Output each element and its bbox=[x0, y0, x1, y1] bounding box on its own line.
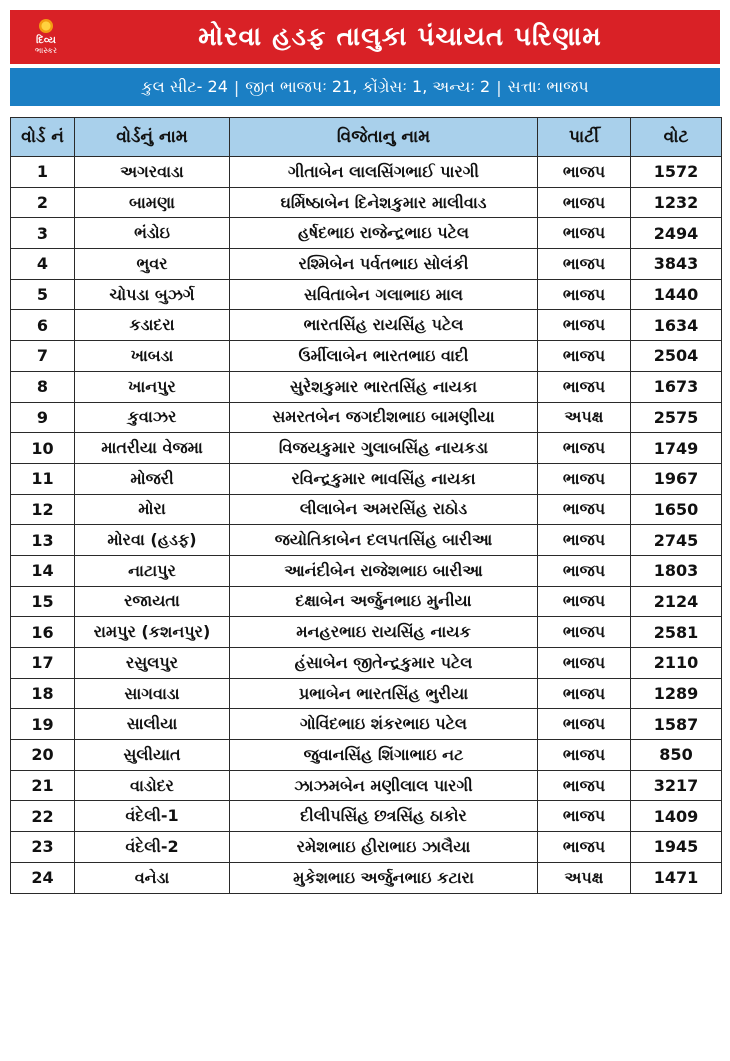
table-row bbox=[11, 862, 722, 893]
winner-name-cell: દીલીપસિંહ છત્રસિંહ ઠાકોર bbox=[230, 801, 538, 832]
winner-name-cell: ઉર્મીલાબેન ભારતભાઇ વાદી bbox=[230, 341, 538, 372]
table-row bbox=[11, 341, 722, 372]
ward-no-cell: 20 bbox=[11, 740, 75, 771]
ward-no-cell: 22 bbox=[11, 801, 75, 832]
votes-cell: 2745 bbox=[631, 525, 722, 556]
summary-bar bbox=[10, 68, 720, 106]
ward-no-cell: 13 bbox=[11, 525, 75, 556]
table-row bbox=[11, 648, 722, 679]
winner-name-cell: પ્રભાબેન ભારતસિંહ ભુરીયા bbox=[230, 678, 538, 709]
party-cell: ભાજપ bbox=[538, 157, 631, 188]
votes-cell: 2494 bbox=[631, 218, 722, 249]
winner-name-cell: સુરેશકુમાર ભારતસિંહ નાયકા bbox=[230, 371, 538, 402]
ward-no-cell: 21 bbox=[11, 770, 75, 801]
party-cell: ભાજપ bbox=[538, 770, 631, 801]
table-row bbox=[11, 740, 722, 771]
column-header-party: પાર્ટી bbox=[538, 118, 631, 157]
table-row bbox=[11, 218, 722, 249]
ward-name-cell: વનેડા bbox=[75, 862, 230, 893]
party-cell: ભાજપ bbox=[538, 740, 631, 771]
ward-name-cell: રસુલપુર bbox=[75, 648, 230, 679]
column-header-winner: વિજેતાનુ નામ bbox=[230, 118, 538, 157]
ward-no-cell: 11 bbox=[11, 463, 75, 494]
ward-name-cell: કડાદરા bbox=[75, 310, 230, 341]
ward-name-cell: સુલીયાત bbox=[75, 740, 230, 771]
ward-name-cell: ખાબડા bbox=[75, 341, 230, 372]
total-seats: કુલ સીટ- 24 bbox=[141, 77, 228, 96]
ward-name-cell: ભંડોઇ bbox=[75, 218, 230, 249]
party-cell: અપક્ષ bbox=[538, 862, 631, 893]
votes-cell: 1471 bbox=[631, 862, 722, 893]
table-body bbox=[11, 157, 722, 894]
ward-no-cell: 9 bbox=[11, 402, 75, 433]
ward-no-cell: 15 bbox=[11, 586, 75, 617]
separator: | bbox=[233, 77, 240, 97]
table-row bbox=[11, 402, 722, 433]
winner-name-cell: દક્ષાબેન અર્જુનભાઇ મુનીયા bbox=[230, 586, 538, 617]
votes-cell: 3217 bbox=[631, 770, 722, 801]
logo-line-2: ભાસ્કર bbox=[34, 46, 58, 55]
logo-line-1: દિવ્ય bbox=[36, 35, 56, 46]
party-cell: ભાજપ bbox=[538, 218, 631, 249]
ward-name-cell: મોરવા (હડફ) bbox=[75, 525, 230, 556]
table-row bbox=[11, 310, 722, 341]
ward-name-cell: રજાયતા bbox=[75, 586, 230, 617]
party-cell: ભાજપ bbox=[538, 494, 631, 525]
votes-cell: 2124 bbox=[631, 586, 722, 617]
votes-cell: 1572 bbox=[631, 157, 722, 188]
ward-no-cell: 14 bbox=[11, 555, 75, 586]
party-cell: ભાજપ bbox=[538, 341, 631, 372]
votes-cell: 2581 bbox=[631, 617, 722, 648]
ward-name-cell: રામપુર (કશનપુર) bbox=[75, 617, 230, 648]
winner-name-cell: હંસાબેન જીતેન્દ્રકુમાર પટેલ bbox=[230, 648, 538, 679]
winner-name-cell: જયોતિકાબેન દલપતસિંહ બારીઆ bbox=[230, 525, 538, 556]
ward-no-cell: 19 bbox=[11, 709, 75, 740]
party-cell: ભાજપ bbox=[538, 463, 631, 494]
ward-name-cell: સાલીયા bbox=[75, 709, 230, 740]
winner-name-cell: ગોવિંદભાઇ શંકરભાઇ પટેલ bbox=[230, 709, 538, 740]
ward-name-cell: ચોપડા બુઝર્ગ bbox=[75, 279, 230, 310]
ward-no-cell: 3 bbox=[11, 218, 75, 249]
table-row bbox=[11, 494, 722, 525]
table-row bbox=[11, 249, 722, 280]
votes-cell: 1967 bbox=[631, 463, 722, 494]
party-cell: ભાજપ bbox=[538, 586, 631, 617]
ward-name-cell: અગરવાડા bbox=[75, 157, 230, 188]
votes-cell: 2504 bbox=[631, 341, 722, 372]
votes-cell: 850 bbox=[631, 740, 722, 771]
ward-name-cell: વાડોદર bbox=[75, 770, 230, 801]
table-row bbox=[11, 770, 722, 801]
party-cell: ભાજપ bbox=[538, 279, 631, 310]
winner-name-cell: સવિતાબેન ગલાભાઇ માલ bbox=[230, 279, 538, 310]
ward-no-cell: 23 bbox=[11, 832, 75, 863]
table-row bbox=[11, 525, 722, 556]
column-header-ward-name: વોર્ડનું નામ bbox=[75, 118, 230, 157]
table-row bbox=[11, 678, 722, 709]
winner-name-cell: જુવાનસિંહ શિંગાભાઇ નટ bbox=[230, 740, 538, 771]
winner-name-cell: લીલાબેન અમરસિંહ રાઠોડ bbox=[230, 494, 538, 525]
winner-name-cell: ભારતસિંહ રાયસિંહ પટેલ bbox=[230, 310, 538, 341]
party-cell: ભાજપ bbox=[538, 678, 631, 709]
votes-cell: 1650 bbox=[631, 494, 722, 525]
table-row bbox=[11, 371, 722, 402]
party-cell: ભાજપ bbox=[538, 433, 631, 464]
votes-cell: 2110 bbox=[631, 648, 722, 679]
winner-name-cell: મુકેશભાઇ અર્જુનભાઇ કટારા bbox=[230, 862, 538, 893]
party-cell: ભાજપ bbox=[538, 555, 631, 586]
divya-bhaskar-logo bbox=[18, 16, 74, 58]
header-banner bbox=[10, 10, 720, 64]
sun-logo-icon bbox=[39, 19, 53, 33]
party-cell: ભાજપ bbox=[538, 310, 631, 341]
votes-cell: 1634 bbox=[631, 310, 722, 341]
ward-name-cell: બામણા bbox=[75, 187, 230, 218]
winner-name-cell: સમરતબેન જગદીશભાઇ બામણીયા bbox=[230, 402, 538, 433]
votes-cell: 1673 bbox=[631, 371, 722, 402]
ward-no-cell: 10 bbox=[11, 433, 75, 464]
table-row bbox=[11, 586, 722, 617]
ward-name-cell: મોરા bbox=[75, 494, 230, 525]
ward-name-cell: ખાનપુર bbox=[75, 371, 230, 402]
ward-name-cell: મોજરી bbox=[75, 463, 230, 494]
ruling-party: સત્તાઃ ભાજપ bbox=[507, 77, 589, 96]
ward-name-cell: માતરીયા વેજમા bbox=[75, 433, 230, 464]
winner-name-cell: આનંદીબેન રાજેશભાઇ બારીઆ bbox=[230, 555, 538, 586]
ward-no-cell: 16 bbox=[11, 617, 75, 648]
ward-no-cell: 8 bbox=[11, 371, 75, 402]
table-row bbox=[11, 187, 722, 218]
votes-cell: 1289 bbox=[631, 678, 722, 709]
party-cell: અપક્ષ bbox=[538, 402, 631, 433]
party-cell: ભાજપ bbox=[538, 617, 631, 648]
table-row bbox=[11, 832, 722, 863]
ward-no-cell: 18 bbox=[11, 678, 75, 709]
ward-name-cell: સાગવાડા bbox=[75, 678, 230, 709]
winner-name-cell: વિજયકુમાર ગુલાબસિંહ નાયકડા bbox=[230, 433, 538, 464]
winner-name-cell: ઘર્મિષ્ઠાબેન દિનેશકુમાર માલીવાડ bbox=[230, 187, 538, 218]
winner-name-cell: રમેશભાઇ હીરાભાઇ ઝાલૈયા bbox=[230, 832, 538, 863]
party-cell: ભાજપ bbox=[538, 249, 631, 280]
ward-no-cell: 1 bbox=[11, 157, 75, 188]
column-header-votes: વોટ bbox=[631, 118, 722, 157]
ward-no-cell: 5 bbox=[11, 279, 75, 310]
ward-no-cell: 24 bbox=[11, 862, 75, 893]
ward-name-cell: વંદેલી-1 bbox=[75, 801, 230, 832]
votes-cell: 1409 bbox=[631, 801, 722, 832]
table-row bbox=[11, 617, 722, 648]
ward-no-cell: 17 bbox=[11, 648, 75, 679]
votes-cell: 1232 bbox=[631, 187, 722, 218]
column-header-ward-no: વોર્ડ નં bbox=[11, 118, 75, 157]
votes-cell: 2575 bbox=[631, 402, 722, 433]
party-cell: ભાજપ bbox=[538, 187, 631, 218]
table-header-row bbox=[11, 118, 722, 157]
separator: | bbox=[496, 77, 502, 97]
table-row bbox=[11, 555, 722, 586]
party-cell: ભાજપ bbox=[538, 371, 631, 402]
winner-name-cell: રશ્મિબેન પર્વતભાઇ સોલંકી bbox=[230, 249, 538, 280]
winner-name-cell: ગીતાબેન લાલસિંગભાઈ પારગી bbox=[230, 157, 538, 188]
winner-name-cell: મનહરભાઇ રાયસિંહ નાયક bbox=[230, 617, 538, 648]
party-cell: ભાજપ bbox=[538, 709, 631, 740]
party-cell: ભાજપ bbox=[538, 525, 631, 556]
ward-name-cell: વંદેલી-2 bbox=[75, 832, 230, 863]
ward-no-cell: 4 bbox=[11, 249, 75, 280]
table-row bbox=[11, 463, 722, 494]
ward-name-cell: કુવાઝર bbox=[75, 402, 230, 433]
votes-cell: 1440 bbox=[631, 279, 722, 310]
ward-no-cell: 6 bbox=[11, 310, 75, 341]
votes-cell: 3843 bbox=[631, 249, 722, 280]
seat-results: જીત ભાજપઃ 21, કોંગ્રેસઃ 1, અન્યઃ 2 bbox=[245, 77, 491, 96]
party-cell: ભાજપ bbox=[538, 648, 631, 679]
winner-name-cell: હર્ષદભાઇ રાજેન્દ્રભાઇ પટેલ bbox=[230, 218, 538, 249]
table-row bbox=[11, 279, 722, 310]
party-cell: ભાજપ bbox=[538, 832, 631, 863]
votes-cell: 1587 bbox=[631, 709, 722, 740]
ward-name-cell: નાટાપુર bbox=[75, 555, 230, 586]
votes-cell: 1803 bbox=[631, 555, 722, 586]
table-row bbox=[11, 433, 722, 464]
votes-cell: 1945 bbox=[631, 832, 722, 863]
winner-name-cell: ઝાઝમબેન મણીલાલ પારગી bbox=[230, 770, 538, 801]
party-cell: ભાજપ bbox=[538, 801, 631, 832]
ward-name-cell: ભુવર bbox=[75, 249, 230, 280]
winner-name-cell: રવિન્દ્રકુમાર ભાવસિંહ નાયકા bbox=[230, 463, 538, 494]
ward-no-cell: 2 bbox=[11, 187, 75, 218]
ward-no-cell: 12 bbox=[11, 494, 75, 525]
page-title: મોરવા હડફ તાલુકા પંચાયત પરિણામ bbox=[198, 21, 602, 52]
table-row bbox=[11, 157, 722, 188]
table-row bbox=[11, 801, 722, 832]
votes-cell: 1749 bbox=[631, 433, 722, 464]
results-table bbox=[10, 117, 722, 894]
table-row bbox=[11, 709, 722, 740]
ward-no-cell: 7 bbox=[11, 341, 75, 372]
